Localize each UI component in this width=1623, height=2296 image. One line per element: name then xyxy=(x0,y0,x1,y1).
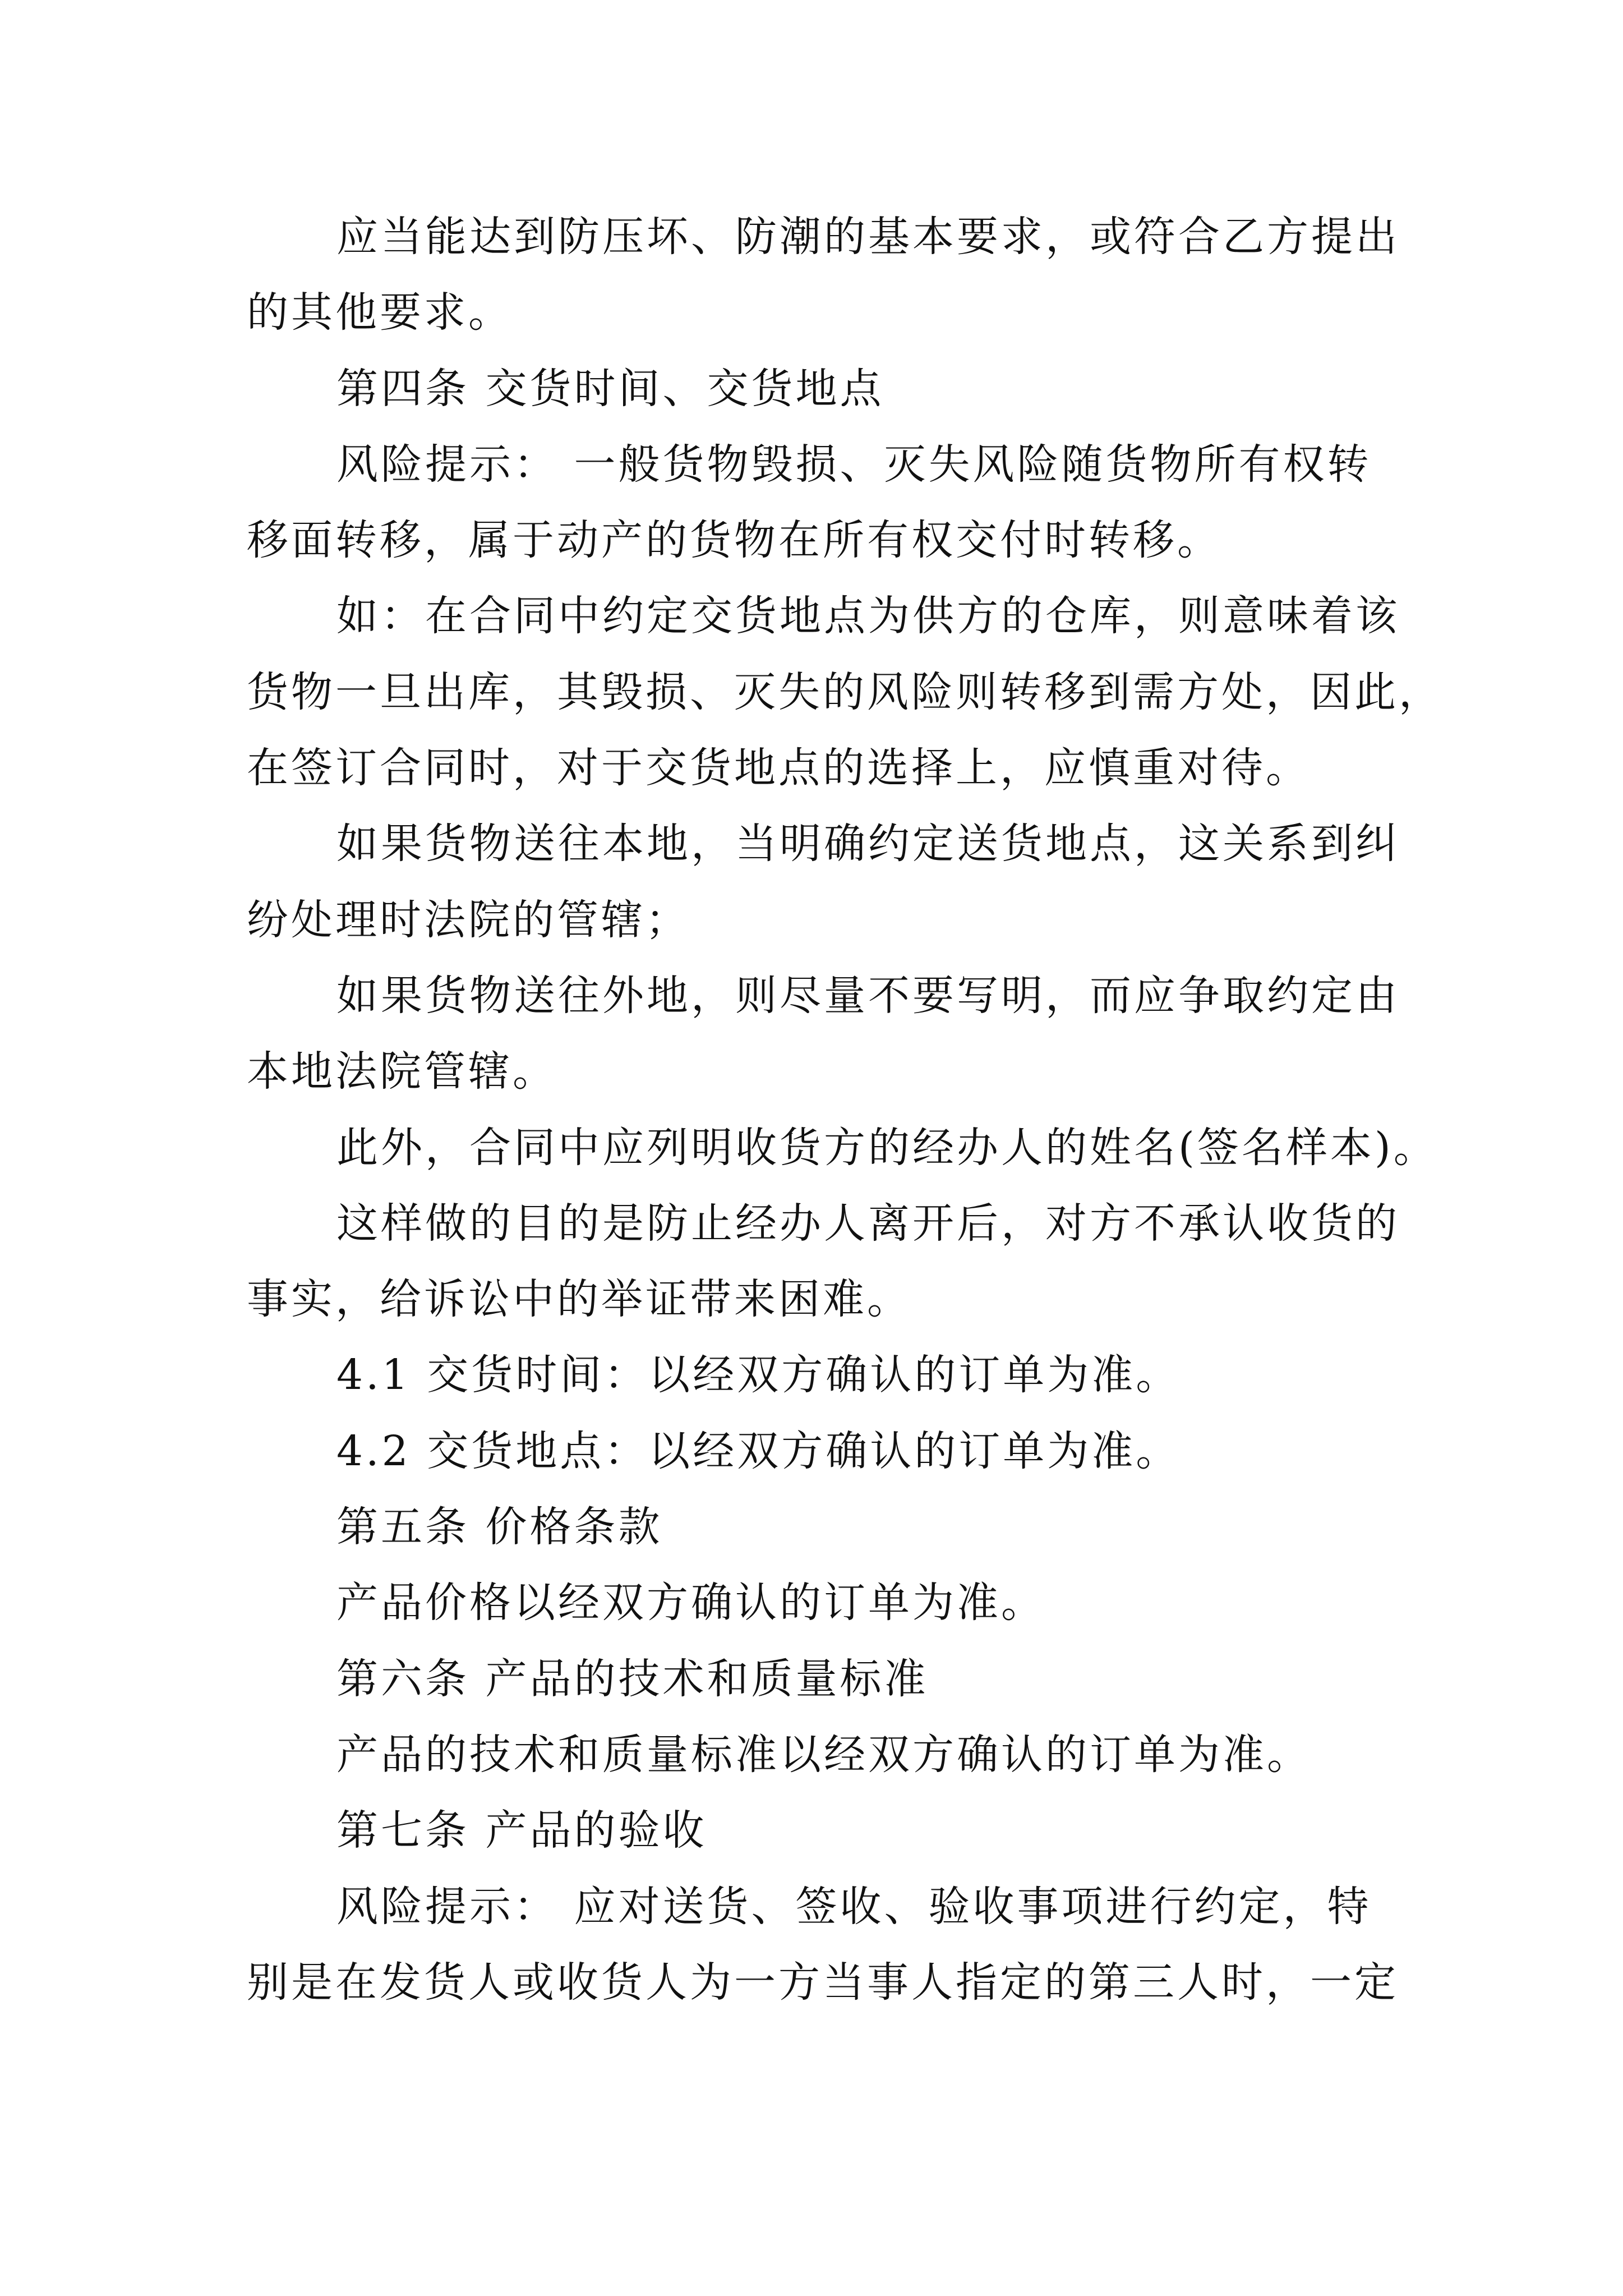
article-heading: 第四条 交货时间、交货地点 xyxy=(336,364,884,413)
clause-line: 4.1 交货时间：以经双方确认的订单为准。 xyxy=(336,1351,1181,1400)
document-body xyxy=(247,199,1443,2021)
text-line: 这样做的目的是防止经办人离开后，对方不承认收货的 xyxy=(336,1199,1400,1248)
text-line: 此外，合同中应列明收货方的经办人的姓名(签名样本)。 xyxy=(336,1123,1438,1172)
article-heading: 第五条 价格条款 xyxy=(336,1503,663,1552)
article-heading: 第七条 产品的验收 xyxy=(336,1806,707,1855)
text-line: 如果货物送往本地，当明确约定送货地点，这关系到纠 xyxy=(336,820,1400,868)
text-line: 产品价格以经双方确认的订单为准。 xyxy=(336,1579,1045,1627)
risk-note-line: 风险提示： 应对送货、签收、验收事项进行约定，特 xyxy=(336,1882,1372,1931)
text-line: 货物一旦出库，其毁损、灭失的风险则转移到需方处，因此， xyxy=(247,668,1443,716)
risk-note-line: 风险提示： 一般货物毁损、灭失风险随货物所有权转 xyxy=(336,440,1372,489)
text-line: 本地法院管辖。 xyxy=(247,1047,557,1096)
article-heading: 第六条 产品的技术和质量标准 xyxy=(336,1654,929,1703)
text-line: 产品的技术和质量标准以经双方确认的订单为准。 xyxy=(336,1730,1311,1779)
text-line: 如：在合同中约定交货地点为供方的仓库，则意味着该 xyxy=(336,592,1400,641)
text-line: 纷处理时法院的管辖； xyxy=(247,895,690,944)
text-line: 在签订合同时，对于交货地点的选择上，应慎重对待。 xyxy=(247,744,1310,793)
text-line: 别是在发货人或收货人为一方当事人指定的第三人时，一定 xyxy=(247,1958,1399,2007)
clause-line: 4.2 交货地点：以经双方确认的订单为准。 xyxy=(336,1427,1181,1475)
text-line: 事实，给诉讼中的举证带来困难。 xyxy=(247,1275,911,1324)
text-line: 如果货物送往外地，则尽量不要写明，而应争取约定由 xyxy=(336,971,1400,1020)
text-line: 应当能达到防压坏、防潮的基本要求，或符合乙方提出 xyxy=(336,213,1400,261)
text-line: 移面转移，属于动产的货物在所有权交付时转移。 xyxy=(247,516,1221,565)
text-line: 的其他要求。 xyxy=(247,288,513,337)
